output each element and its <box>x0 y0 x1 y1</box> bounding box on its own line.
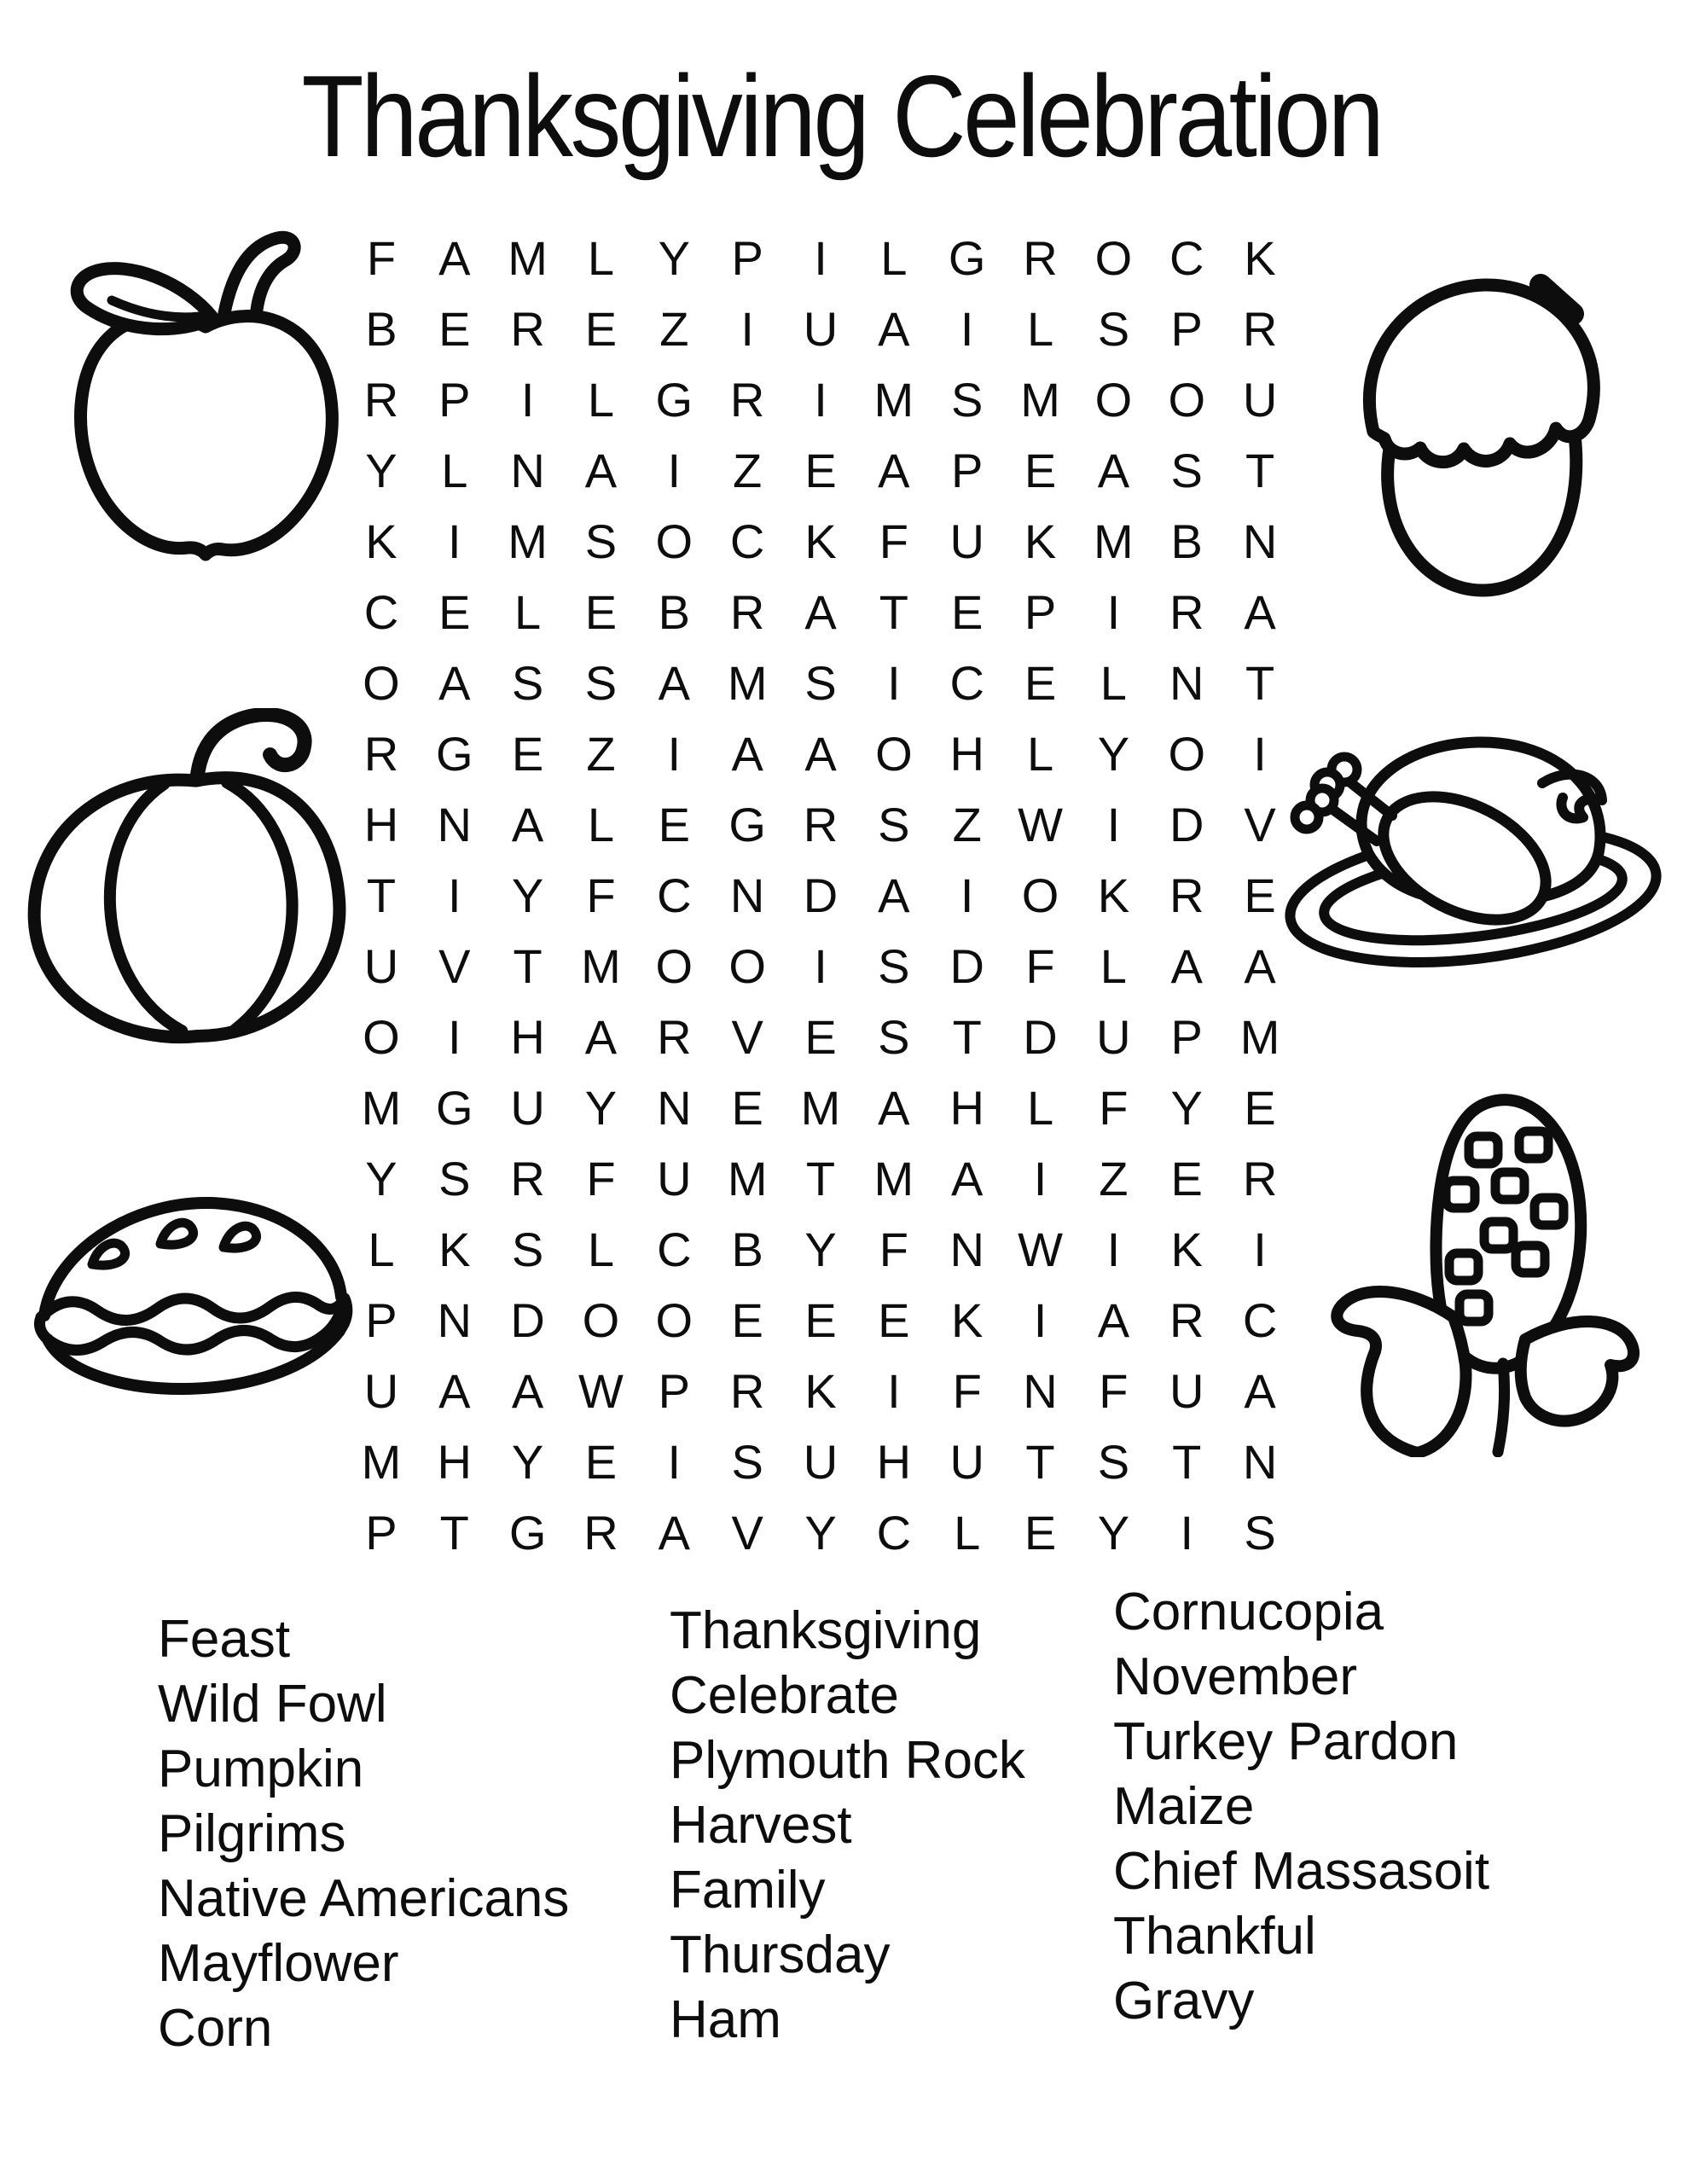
acorn-illustration <box>1320 247 1636 606</box>
word-list-item: Ham <box>670 1990 781 2049</box>
grid-letter: G <box>728 798 766 852</box>
grid-letter: A <box>804 585 837 640</box>
grid-letter: R <box>1169 585 1204 640</box>
grid-letter: H <box>437 1434 472 1489</box>
grid-letter: L <box>1100 938 1127 993</box>
grid-letter: M <box>727 656 768 711</box>
grid-letter: M <box>508 514 548 569</box>
grid-letter: A <box>584 444 618 498</box>
grid-letter: B <box>658 585 690 640</box>
grid-letter: G <box>508 1505 547 1560</box>
grid-letter: C <box>657 1222 692 1276</box>
grid-letter: P <box>951 444 984 498</box>
grid-letter: L <box>1026 302 1054 357</box>
grid-letter: E <box>1024 1505 1057 1560</box>
grid-letter: A <box>1244 585 1276 640</box>
grid-letter: M <box>581 938 621 993</box>
grid-letter: I <box>1253 727 1267 781</box>
grid-letter: S <box>511 656 544 711</box>
word-list-item: Corn <box>158 1999 273 2058</box>
grid-letter: T <box>1172 1434 1202 1489</box>
grid-letter: P <box>438 373 471 427</box>
grid-letter: I <box>667 727 682 781</box>
grid-letter: R <box>363 727 399 781</box>
word-list-item: Family <box>670 1861 826 1920</box>
grid-letter: C <box>363 585 399 640</box>
grid-letter: E <box>731 1292 763 1347</box>
grid-letter: A <box>1097 1292 1130 1347</box>
grid-letter: R <box>657 1009 692 1064</box>
grid-letter: P <box>658 1363 690 1418</box>
word-list-item: Turkey Pardon <box>1113 1712 1459 1771</box>
grid-letter: U <box>1169 1363 1204 1418</box>
grid-letter: R <box>803 798 839 852</box>
grid-letter: S <box>1244 1505 1276 1560</box>
word-list-item: Feast <box>158 1610 291 1669</box>
grid-letter: I <box>447 1009 461 1064</box>
grid-letter: D <box>1169 798 1204 852</box>
grid-letter: K <box>804 514 837 569</box>
word-list-item: Thanksgiving <box>670 1601 982 1660</box>
grid-letter: F <box>1099 1080 1129 1135</box>
grid-letter: A <box>878 444 910 498</box>
grid-letter: S <box>1170 444 1203 498</box>
grid-letter: K <box>1097 868 1130 922</box>
grid-letter: A <box>878 868 910 922</box>
grid-letter: R <box>729 373 765 427</box>
pumpkin-illustration <box>10 708 360 1045</box>
grid-letter: I <box>960 868 974 922</box>
grid-letter: I <box>447 868 461 922</box>
grid-letter: A <box>1244 1363 1276 1418</box>
apple-illustration <box>47 218 367 584</box>
grid-letter: K <box>804 1363 837 1418</box>
grid-letter: Y <box>365 1151 398 1205</box>
grid-letter: V <box>731 1009 763 1064</box>
grid-letter: Z <box>952 798 982 852</box>
grid-letter: F <box>586 1151 616 1205</box>
grid-letter: O <box>1094 373 1133 427</box>
grid-letter: R <box>1242 302 1278 357</box>
grid-letter: S <box>438 1151 471 1205</box>
grid-letter: A <box>658 1505 690 1560</box>
grid-letter: M <box>727 1151 768 1205</box>
grid-letter: N <box>1023 1363 1058 1418</box>
grid-letter: W <box>1018 798 1063 852</box>
grid-letter: A <box>438 1363 471 1418</box>
grid-letter: C <box>949 656 984 711</box>
grid-letter: I <box>740 302 754 357</box>
grid-letter: V <box>438 938 471 993</box>
grid-letter: A <box>1170 938 1203 993</box>
word-list-column-1 <box>158 1607 601 2061</box>
grid-letter: E <box>878 1292 910 1347</box>
grid-letter: S <box>731 1434 763 1489</box>
grid-letter: A <box>1097 444 1130 498</box>
grid-letter: H <box>510 1009 545 1064</box>
grid-letter: H <box>876 1434 912 1489</box>
grid-letter: A <box>438 231 471 286</box>
grid-letter: Z <box>1099 1151 1129 1205</box>
grid-letter: M <box>873 1151 914 1205</box>
grid-letter: D <box>1023 1009 1058 1064</box>
word-list-item: Chief Massasoit <box>1113 1842 1490 1901</box>
grid-letter: E <box>1024 656 1057 711</box>
grid-letter: C <box>1242 1292 1278 1347</box>
corn-illustration <box>1307 1065 1652 1457</box>
grid-letter: G <box>435 727 473 781</box>
grid-letter: S <box>584 514 618 569</box>
grid-letter: S <box>584 656 618 711</box>
grid-letter: K <box>365 514 398 569</box>
grid-letter: P <box>1170 1009 1203 1064</box>
word-list-item: Plymouth Rock <box>670 1731 1025 1790</box>
grid-letter: I <box>1106 1222 1121 1276</box>
grid-letter: I <box>1033 1292 1048 1347</box>
grid-letter: E <box>584 302 618 357</box>
grid-letter: I <box>814 373 827 427</box>
grid-letter: F <box>879 1222 908 1276</box>
grid-letter: L <box>587 373 615 427</box>
grid-letter: R <box>1023 231 1058 286</box>
grid-letter: B <box>731 1222 763 1276</box>
grid-letter: F <box>879 514 908 569</box>
grid-letter: E <box>804 444 837 498</box>
grid-letter: C <box>729 514 765 569</box>
grid-letter: L <box>587 1222 615 1276</box>
grid-letter: N <box>510 444 545 498</box>
word-list-item: Maize <box>1113 1777 1255 1836</box>
grid-letter: N <box>1242 514 1278 569</box>
word-list-item: November <box>1113 1647 1357 1706</box>
grid-letter: E <box>584 1434 618 1489</box>
grid-letter: D <box>803 868 839 922</box>
grid-letter: U <box>1096 1009 1131 1064</box>
grid-letter: Z <box>659 302 689 357</box>
grid-letter: A <box>511 1363 544 1418</box>
word-list-item: Wild Fowl <box>158 1675 387 1734</box>
grid-letter: I <box>887 1363 901 1418</box>
grid-letter: I <box>960 302 974 357</box>
grid-letter: Y <box>1097 1505 1130 1560</box>
grid-letter: F <box>586 868 616 922</box>
grid-letter: U <box>510 1080 545 1135</box>
grid-letter: L <box>441 444 468 498</box>
grid-letter: M <box>1020 373 1060 427</box>
grid-letter: A <box>731 727 763 781</box>
grid-letter: S <box>511 1222 544 1276</box>
grid-letter: L <box>1026 727 1054 781</box>
grid-letter: R <box>510 1151 545 1205</box>
grid-letter: N <box>657 1080 692 1135</box>
grid-letter: M <box>361 1434 402 1489</box>
word-list-item: Native Americans <box>158 1869 570 1928</box>
grid-letter: Y <box>365 444 398 498</box>
word-list-item: Thursday <box>670 1926 891 1984</box>
grid-letter: H <box>949 727 984 781</box>
grid-letter: V <box>731 1505 763 1560</box>
grid-letter: T <box>879 585 908 640</box>
grid-letter: K <box>951 1292 984 1347</box>
grid-letter: S <box>878 938 910 993</box>
grid-letter: M <box>1094 514 1134 569</box>
grid-letter: G <box>655 373 694 427</box>
grid-letter: Y <box>1097 727 1130 781</box>
word-list-item: Mayflower <box>158 1934 399 1993</box>
grid-letter: G <box>435 1080 473 1135</box>
grid-letter: I <box>667 444 682 498</box>
grid-letter: E <box>438 302 471 357</box>
grid-letter: I <box>814 231 827 286</box>
grid-letter: M <box>800 1080 841 1135</box>
grid-letter: I <box>1180 1505 1193 1560</box>
grid-letter: I <box>1253 1222 1267 1276</box>
grid-letter: K <box>1024 514 1057 569</box>
grid-letter: U <box>363 1363 399 1418</box>
grid-letter: O <box>363 1009 400 1064</box>
grid-letter: Y <box>804 1505 837 1560</box>
grid-letter: E <box>658 798 690 852</box>
grid-letter: E <box>1170 1151 1203 1205</box>
grid-letter: N <box>1169 656 1204 711</box>
grid-letter: I <box>1106 585 1121 640</box>
grid-letter: W <box>1018 1222 1063 1276</box>
grid-letter: A <box>584 1009 618 1064</box>
grid-letter: N <box>729 868 765 922</box>
grid-letter: B <box>365 302 398 357</box>
grid-letter: U <box>363 938 399 993</box>
grid-letter: G <box>948 231 986 286</box>
grid-letter: I <box>667 1434 682 1489</box>
grid-letter: N <box>437 798 472 852</box>
grid-letter: O <box>1168 727 1205 781</box>
grid-letter: U <box>949 1434 984 1489</box>
grid-letter: E <box>951 585 984 640</box>
grid-letter: L <box>587 798 615 852</box>
grid-letter: L <box>514 585 542 640</box>
grid-letter: I <box>887 656 901 711</box>
grid-letter: P <box>731 231 763 286</box>
grid-letter: A <box>438 656 471 711</box>
grid-letter: R <box>1169 868 1204 922</box>
grid-letter: E <box>511 727 544 781</box>
grid-letter: U <box>1242 373 1278 427</box>
grid-letter: S <box>1097 1434 1130 1489</box>
word-list-item: Gravy <box>1113 1972 1255 2030</box>
grid-letter: Z <box>586 727 616 781</box>
grid-letter: E <box>1244 868 1276 922</box>
grid-letter: U <box>657 1151 692 1205</box>
grid-letter: M <box>361 1080 402 1135</box>
grid-letter: Y <box>804 1222 837 1276</box>
grid-letter: Z <box>733 444 763 498</box>
grid-letter: L <box>954 1505 981 1560</box>
grid-letter: E <box>804 1009 837 1064</box>
grid-letter: R <box>510 302 545 357</box>
grid-letter: S <box>1097 302 1130 357</box>
grid-letter: F <box>1099 1363 1129 1418</box>
grid-letter: N <box>437 1292 472 1347</box>
grid-letter: S <box>878 1009 910 1064</box>
grid-letter: I <box>520 373 535 427</box>
grid-letter: T <box>1245 444 1275 498</box>
grid-letter: R <box>729 585 765 640</box>
grid-letter: I <box>1033 1151 1048 1205</box>
grid-letter: K <box>1244 231 1276 286</box>
grid-letter: E <box>731 1080 763 1135</box>
grid-letter: P <box>1170 302 1203 357</box>
grid-letter: O <box>728 938 766 993</box>
grid-letter: T <box>366 868 397 922</box>
grid-letter: Y <box>511 1434 544 1489</box>
grid-letter: E <box>804 1292 837 1347</box>
grid-letter: A <box>878 302 910 357</box>
grid-letter: R <box>729 1363 765 1418</box>
grid-letter: C <box>876 1505 912 1560</box>
grid-letter: T <box>1025 1434 1055 1489</box>
grid-letter: A <box>511 798 544 852</box>
word-list-item: Cornucopia <box>1113 1583 1384 1641</box>
grid-letter: A <box>804 727 837 781</box>
grid-letter: I <box>447 514 461 569</box>
grid-letter: B <box>1170 514 1203 569</box>
grid-letter: T <box>952 1009 982 1064</box>
grid-letter: M <box>1239 1009 1280 1064</box>
grid-letter: S <box>804 656 837 711</box>
grid-letter: E <box>584 585 618 640</box>
grid-letter: P <box>365 1292 398 1347</box>
grid-letter: U <box>949 514 984 569</box>
grid-letter: O <box>1094 231 1133 286</box>
grid-letter: T <box>513 938 543 993</box>
grid-letter: O <box>363 656 400 711</box>
grid-letter: O <box>655 1292 694 1347</box>
grid-letter: K <box>1170 1222 1203 1276</box>
grid-letter: T <box>1245 656 1275 711</box>
grid-letter: D <box>510 1292 545 1347</box>
grid-letter: A <box>951 1151 984 1205</box>
grid-letter: D <box>949 938 984 993</box>
grid-letter: U <box>803 1434 839 1489</box>
word-list-item: Pilgrims <box>158 1804 346 1863</box>
grid-letter: E <box>1024 444 1057 498</box>
grid-letter: A <box>1244 938 1276 993</box>
grid-letter: L <box>1026 1080 1054 1135</box>
grid-letter: R <box>1242 1151 1278 1205</box>
grid-letter: C <box>657 868 692 922</box>
grid-letter: W <box>578 1363 624 1418</box>
grid-letter: O <box>655 514 694 569</box>
grid-letter: N <box>1242 1434 1278 1489</box>
grid-letter: T <box>805 1151 836 1205</box>
grid-letter: U <box>803 302 839 357</box>
grid-letter: R <box>583 1505 618 1560</box>
grid-letter: O <box>1168 373 1205 427</box>
grid-letter: P <box>365 1505 398 1560</box>
grid-letter: R <box>363 373 399 427</box>
grid-letter: H <box>363 798 399 852</box>
grid-letter: S <box>878 798 910 852</box>
grid-letter: T <box>439 1505 469 1560</box>
page-title: Thanksgiving Celebration <box>301 51 1382 181</box>
word-list-item: Harvest <box>670 1796 852 1855</box>
grid-letter: E <box>1244 1080 1276 1135</box>
grid-letter: V <box>1244 798 1276 852</box>
grid-letter: L <box>368 1222 395 1276</box>
grid-letter: A <box>658 656 690 711</box>
grid-letter: M <box>508 231 548 286</box>
grid-letter: Y <box>658 231 690 286</box>
pie-illustration <box>9 1162 360 1422</box>
grid-letter: H <box>949 1080 984 1135</box>
grid-letter: O <box>875 727 913 781</box>
grid-letter: L <box>1100 656 1127 711</box>
grid-letter: F <box>1025 938 1055 993</box>
word-list-item: Celebrate <box>670 1666 899 1725</box>
grid-letter: Y <box>584 1080 618 1135</box>
grid-letter: I <box>814 938 827 993</box>
grid-letter: L <box>880 231 908 286</box>
word-list-column-3 <box>1113 1580 1608 2034</box>
grid-letter: F <box>952 1363 982 1418</box>
grid-letter: F <box>366 231 397 286</box>
grid-letter: O <box>655 938 694 993</box>
grid-letter: M <box>873 373 914 427</box>
grid-letter: S <box>951 373 984 427</box>
grid-letter: K <box>438 1222 471 1276</box>
grid-letter: R <box>1169 1292 1204 1347</box>
grid-letter: A <box>878 1080 910 1135</box>
grid-letter: L <box>587 231 615 286</box>
grid-letter: Y <box>511 868 544 922</box>
grid-letter: P <box>1024 585 1057 640</box>
grid-letter: I <box>1106 798 1121 852</box>
word-list-column-2 <box>670 1599 1096 2053</box>
grid-letter: O <box>1021 868 1059 922</box>
word-search-grid <box>345 224 1297 1568</box>
grid-letter: Y <box>1170 1080 1203 1135</box>
word-list-item: Thankful <box>1113 1907 1316 1966</box>
grid-letter: N <box>949 1222 984 1276</box>
grid-letter: C <box>1169 231 1204 286</box>
turkey-platter-illustration <box>1273 715 1665 971</box>
word-list-item: Pumpkin <box>158 1740 364 1798</box>
grid-letter: O <box>582 1292 620 1347</box>
grid-letter: E <box>438 585 471 640</box>
